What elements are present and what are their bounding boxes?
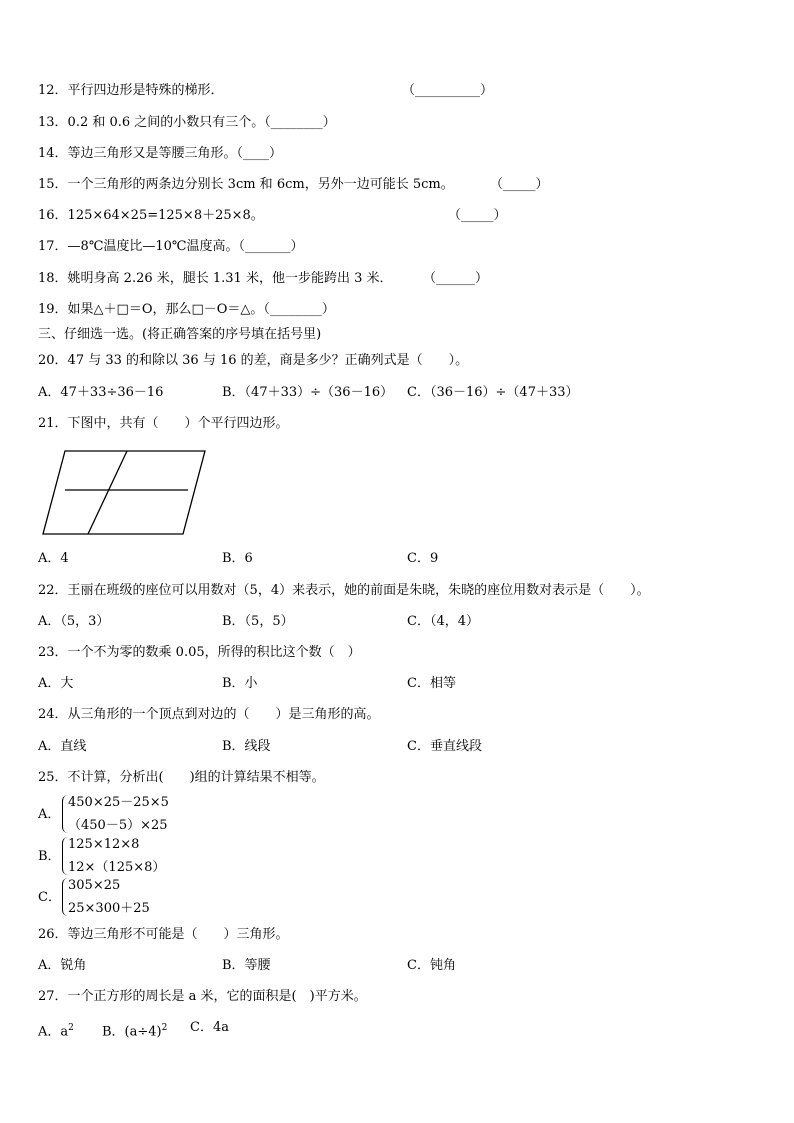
q21-option-b[interactable]: B．6 bbox=[222, 551, 253, 566]
q25-b-line2: 12×（125×8） bbox=[68, 860, 166, 875]
q25-option-a-label[interactable]: A． bbox=[38, 807, 61, 822]
question-13: 13．0.2 和 0.6 之间的小数只有三个。（________） bbox=[38, 115, 336, 130]
q26-option-a[interactable]: A．锐角 bbox=[38, 958, 87, 973]
answer-blank-16[interactable]: （_____） bbox=[448, 208, 507, 223]
q25-option-b-label[interactable]: B． bbox=[38, 849, 61, 864]
q27-option-a-text: A．a bbox=[38, 1024, 69, 1040]
question-20-stem: 20．47 与 33 的和除以 36 与 16 的差，商是多少？正确列式是（ ）。 bbox=[38, 353, 469, 368]
question-12: 12．平行四边形是特殊的梯形． bbox=[38, 83, 224, 98]
question-21-stem: 21．下图中，共有（ ）个平行四边形。 bbox=[38, 416, 289, 431]
q22-option-a[interactable]: A．（5，3） bbox=[38, 614, 110, 629]
q22-option-b[interactable]: B．（5，5） bbox=[222, 614, 294, 629]
q20-option-c[interactable]: C．（36－16）÷（47＋33） bbox=[407, 385, 579, 400]
q26-option-b[interactable]: B．等腰 bbox=[222, 958, 271, 973]
question-17: 17．—8℃温度比—10℃温度高。（_______） bbox=[38, 239, 304, 254]
question-18: 18．姚明身高 2.26 米，腿长 1.31 米，他一步能跨出 3 米． bbox=[38, 271, 393, 286]
question-25-stem: 25．不计算，分析出( )组的计算结果不相等。 bbox=[38, 770, 325, 785]
q21-option-a[interactable]: A．4 bbox=[38, 551, 69, 566]
q26-option-c[interactable]: C．钝角 bbox=[407, 958, 456, 973]
q22-option-c[interactable]: C．（4，4） bbox=[407, 614, 479, 629]
question-16: 16．125×64×25=125×8＋25×8。 bbox=[38, 208, 264, 223]
q25-c-line1: 305×25 bbox=[68, 878, 121, 893]
q27-option-b-text: B．(a÷4) bbox=[102, 1024, 162, 1040]
question-24-stem: 24．从三角形的一个顶点到对边的（ ）是三角形的高。 bbox=[38, 707, 380, 722]
question-22-stem: 22．王丽在班级的座位可以用数对（5，4）来表示，她的前面是朱晓，朱晓的座位用数对表示是（ ）。 bbox=[38, 583, 650, 598]
answer-blank-12[interactable]: （__________） bbox=[402, 83, 494, 98]
question-26-stem: 26．等边三角形不可能是（ ）三角形。 bbox=[38, 927, 289, 942]
q24-option-b[interactable]: B．线段 bbox=[222, 739, 271, 754]
q24-option-c[interactable]: C．垂直线段 bbox=[407, 739, 482, 754]
q25-b-line1: 125×12×8 bbox=[68, 837, 140, 852]
q20-option-a[interactable]: A．47＋33÷36－16 bbox=[38, 385, 164, 400]
question-14: 14．等边三角形又是等腰三角形。（____） bbox=[38, 146, 283, 161]
q27-option-a[interactable] bbox=[38, 1019, 74, 1041]
q23-option-b[interactable]: B．小 bbox=[222, 676, 258, 691]
q25-option-c-label[interactable]: C． bbox=[38, 890, 61, 905]
parallelogram-figure bbox=[40, 448, 210, 538]
section-3-heading: 三、仔细选一选。(将正确答案的序号填在括号里) bbox=[38, 327, 322, 342]
q25-a-line1: 450×25－25×5 bbox=[68, 795, 169, 810]
q27-option-a-exponent: 2 bbox=[68, 1023, 74, 1033]
q24-option-a[interactable]: A．直线 bbox=[38, 739, 87, 754]
q27-option-b[interactable] bbox=[102, 1019, 167, 1041]
q21-option-c[interactable]: C．9 bbox=[407, 551, 439, 566]
q25-c-line2: 25×300＋25 bbox=[68, 901, 150, 916]
q27-option-c[interactable]: C．4a bbox=[190, 1020, 229, 1035]
q23-option-a[interactable]: A．大 bbox=[38, 676, 74, 691]
question-23-stem: 23．一个不为零的数乘 0.05，所得的积比这个数（ ） bbox=[38, 645, 361, 660]
answer-blank-18[interactable]: （______） bbox=[423, 271, 489, 286]
question-19: 19．如果△＋□＝O，那么□－O＝△。（________） bbox=[38, 302, 335, 317]
question-15: 15．一个三角形的两条边分别长 3cm 和 6cm，另外一边可能长 5cm。 bbox=[38, 177, 454, 192]
q23-option-c[interactable]: C．相等 bbox=[407, 676, 456, 691]
answer-blank-15[interactable]: （_____） bbox=[490, 177, 549, 192]
q25-a-line2: （450－5）×25 bbox=[68, 818, 168, 833]
question-27-stem: 27．一个正方形的周长是 a 米，它的面积是( )平方米。 bbox=[38, 989, 367, 1004]
q20-option-b[interactable]: B．（47＋33）÷（36－16） bbox=[222, 385, 394, 400]
q27-option-b-exponent: 2 bbox=[161, 1023, 168, 1033]
